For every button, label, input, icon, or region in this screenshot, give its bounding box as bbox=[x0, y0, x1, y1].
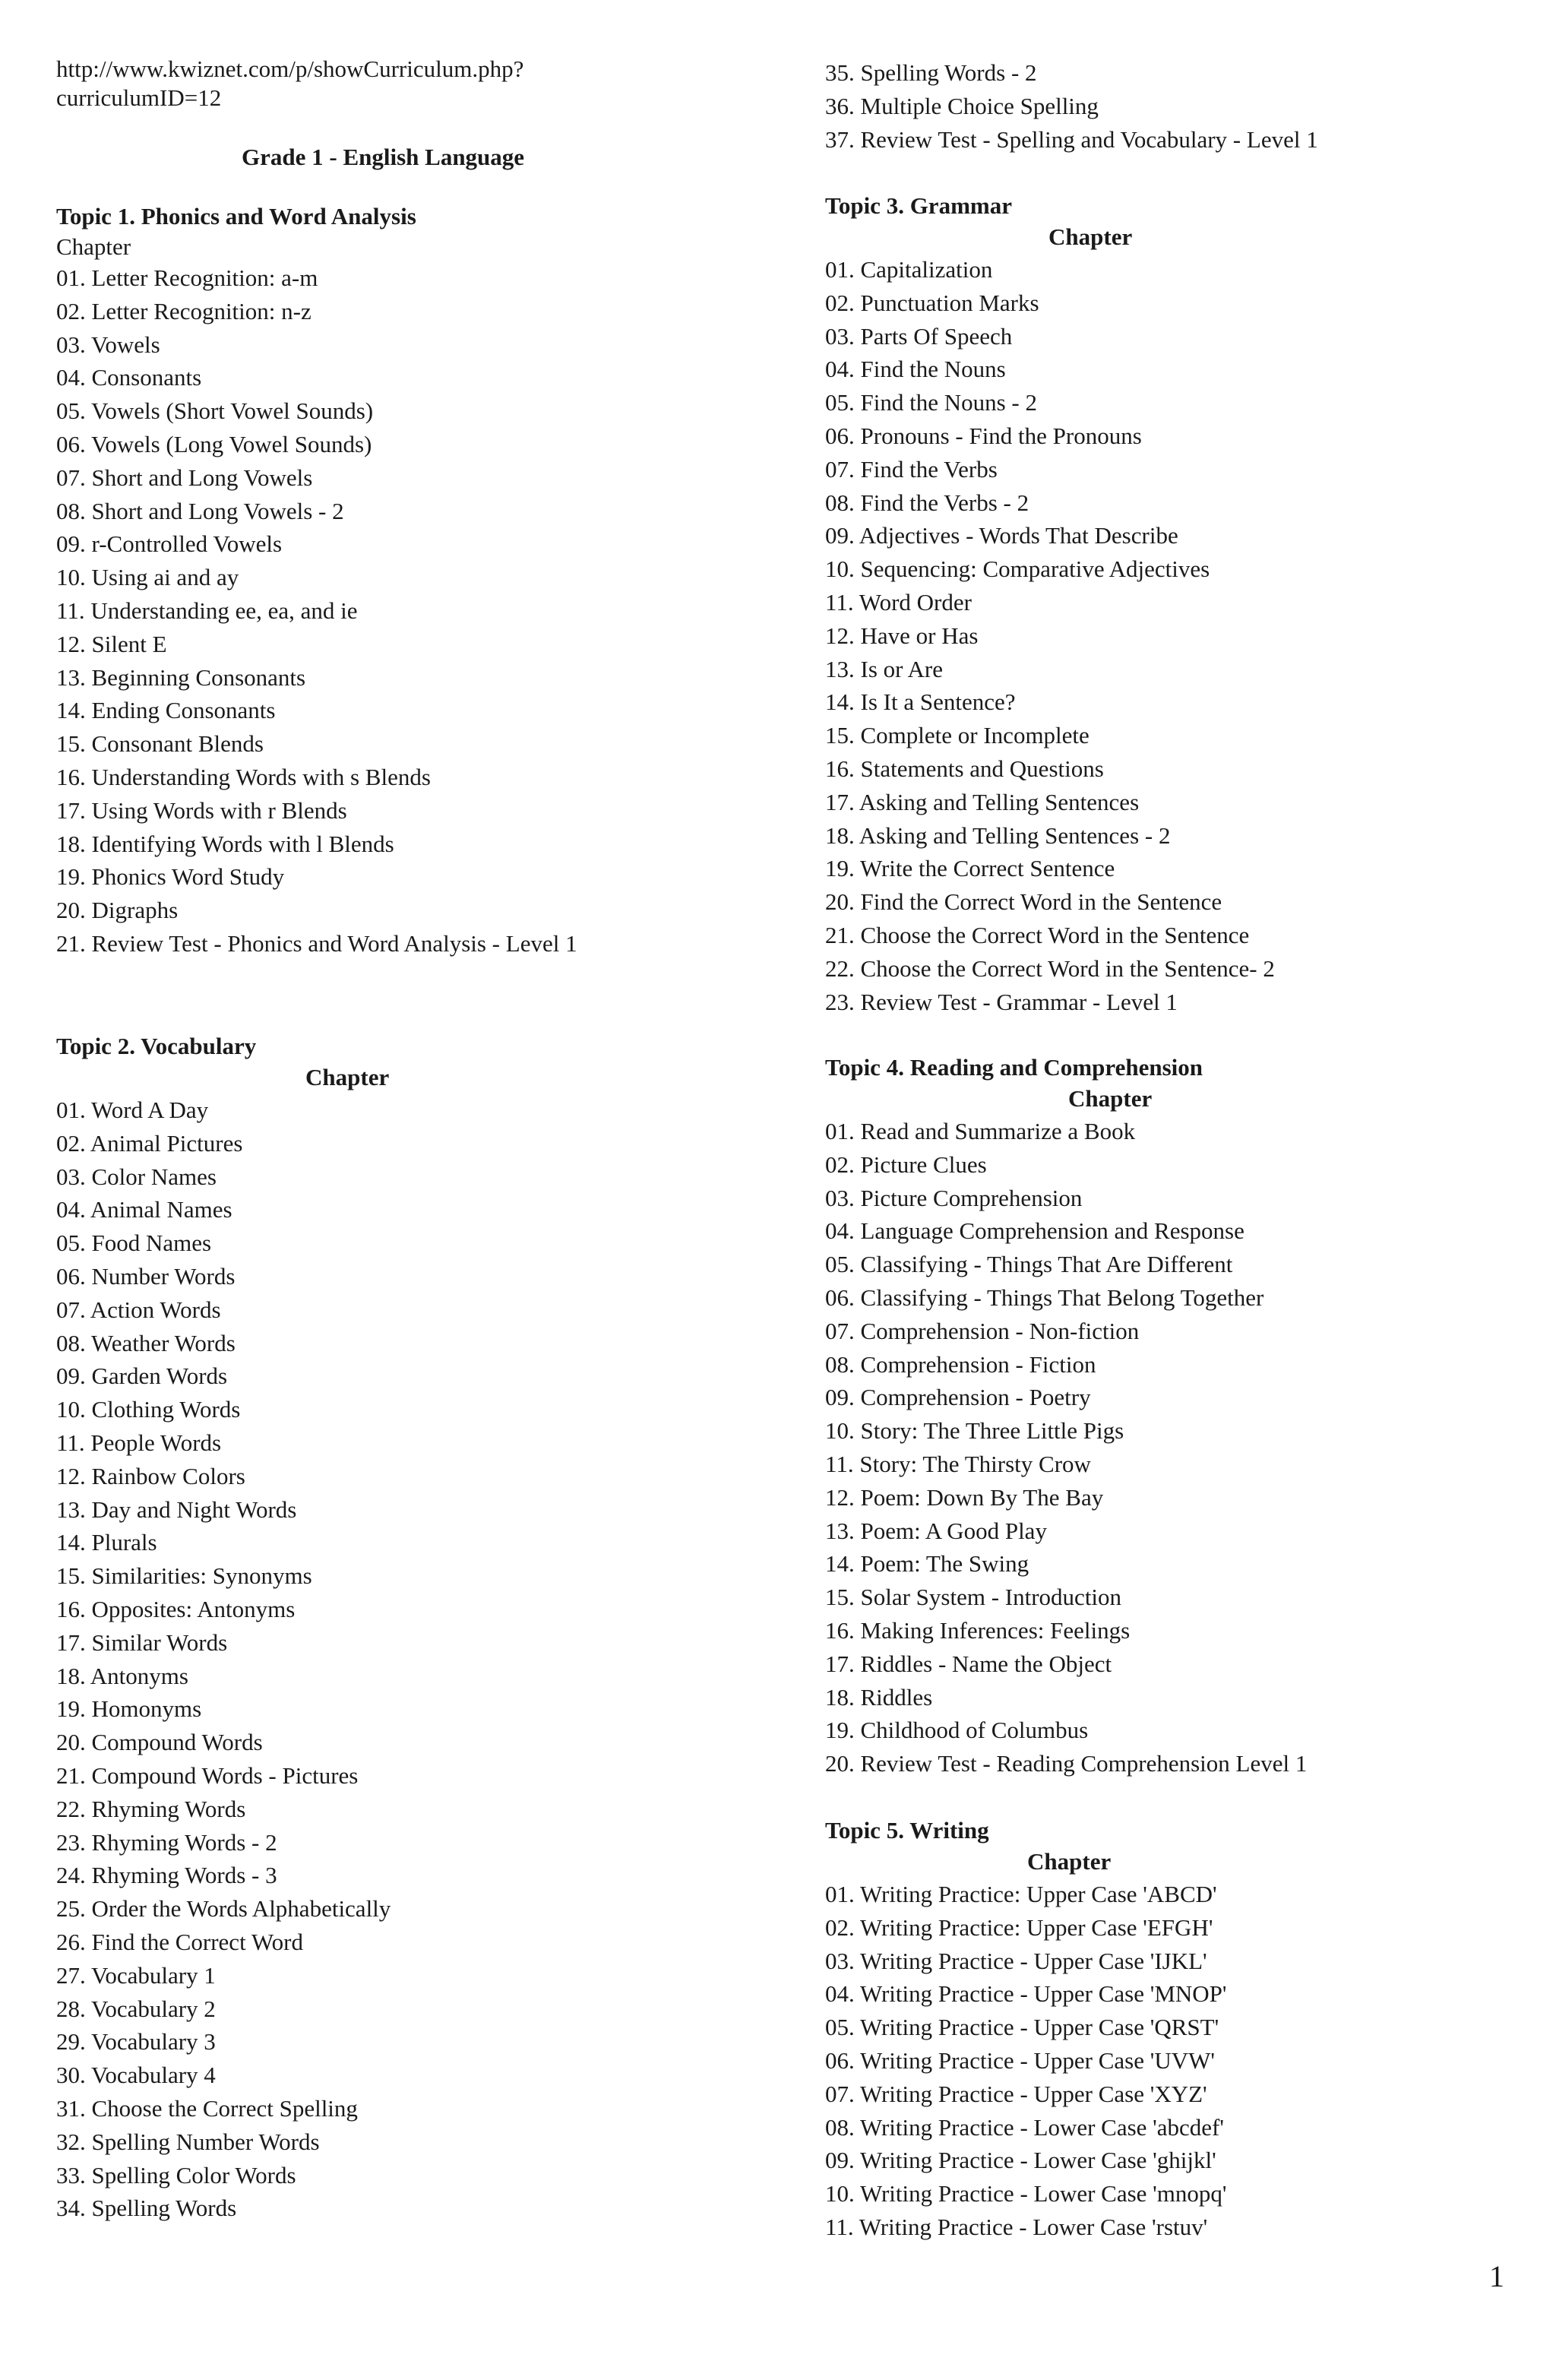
topic-2-chapter-list bbox=[56, 1093, 391, 2225]
chapter-item: 14. Poem: The Swing bbox=[825, 1550, 1029, 1578]
chapter-item: 13. Poem: A Good Play bbox=[825, 1517, 1047, 1544]
chapter-item: 18. Asking and Telling Sentences - 2 bbox=[825, 821, 1171, 849]
chapter-item: 18. Riddles bbox=[825, 1683, 933, 1711]
chapter-item: 12. Rainbow Colors bbox=[56, 1462, 245, 1489]
chapter-item: 06. Classifying - Things That Belong Together bbox=[825, 1283, 1264, 1311]
chapter-item: 04. Language Comprehension and Response bbox=[825, 1217, 1244, 1245]
chapter-item: 04. Animal Names bbox=[56, 1196, 232, 1223]
chapter-item: 16. Opposites: Antonyms bbox=[56, 1595, 296, 1622]
topic-5-chapter-list bbox=[825, 1878, 1227, 2244]
chapter-item: 29. Vocabulary 3 bbox=[56, 2028, 216, 2056]
chapter-item: 11. Writing Practice - Lower Case 'rstuv' bbox=[825, 2213, 1208, 2240]
chapter-item: 07. Writing Practice - Upper Case 'XYZ' bbox=[825, 2080, 1207, 2107]
chapter-item: 13. Beginning Consonants bbox=[56, 663, 306, 691]
chapter-item: 08. Find the Verbs - 2 bbox=[825, 489, 1029, 516]
chapter-item: 19. Childhood of Columbus bbox=[825, 1717, 1089, 1744]
chapter-item: 21. Choose the Correct Word in the Sentence bbox=[825, 921, 1250, 948]
chapter-item: 17. Riddles - Name the Object bbox=[825, 1650, 1112, 1677]
topic-2-heading: Topic 2. Vocabulary bbox=[56, 1033, 257, 1059]
chapter-item: 10. Using ai and ay bbox=[56, 564, 239, 591]
chapter-item: 23. Rhyming Words - 2 bbox=[56, 1828, 277, 1856]
chapter-item: 01. Capitalization bbox=[825, 256, 993, 283]
chapter-item: 30. Vocabulary 4 bbox=[56, 2062, 216, 2089]
chapter-item: 14. Ending Consonants bbox=[56, 697, 276, 724]
chapter-item: 05. Classifying - Things That Are Different bbox=[825, 1251, 1233, 1278]
chapter-item: 09. Comprehension - Poetry bbox=[825, 1384, 1091, 1411]
chapter-item: 13. Is or Are bbox=[825, 655, 943, 682]
topic-3-chapter-label: Chapter bbox=[1048, 223, 1133, 250]
chapter-item: 20. Compound Words bbox=[56, 1729, 263, 1756]
chapter-item: 22. Rhyming Words bbox=[56, 1795, 246, 1822]
topic-2-chapter-label: Chapter bbox=[305, 1064, 390, 1090]
chapter-item: 07. Comprehension - Non-fiction bbox=[825, 1317, 1140, 1344]
chapter-item: 06. Writing Practice - Upper Case 'UVW' bbox=[825, 2046, 1215, 2074]
chapter-item: 10. Story: The Three Little Pigs bbox=[825, 1417, 1124, 1445]
chapter-item: 01. Read and Summarize a Book bbox=[825, 1118, 1136, 1144]
chapter-item: 06. Number Words bbox=[56, 1262, 236, 1290]
chapter-item: 08. Writing Practice - Lower Case 'abcdef' bbox=[825, 2113, 1224, 2141]
chapter-item: 15. Solar System - Introduction bbox=[825, 1584, 1122, 1611]
chapter-item: 08. Weather Words bbox=[56, 1329, 236, 1356]
chapter-item: 19. Homonyms bbox=[56, 1695, 202, 1723]
chapter-item: 18. Identifying Words with l Blends bbox=[56, 830, 394, 857]
document-title: Grade 1 - English Language bbox=[242, 144, 525, 170]
chapter-item: 03. Vowels bbox=[56, 331, 160, 358]
chapter-item: 03. Parts Of Speech bbox=[825, 322, 1013, 350]
chapter-item: 04. Consonants bbox=[56, 364, 202, 391]
chapter-item: 02. Letter Recognition: n-z bbox=[56, 297, 312, 324]
chapter-item: 07. Short and Long Vowels bbox=[56, 464, 313, 491]
chapter-item: 19. Write the Correct Sentence bbox=[825, 855, 1115, 882]
page-number: 1 bbox=[1489, 2259, 1504, 2293]
chapter-item: 10. Sequencing: Comparative Adjectives bbox=[825, 555, 1210, 583]
chapter-item: 20. Find the Correct Word in the Sentence bbox=[825, 888, 1222, 916]
chapter-item: 20. Digraphs bbox=[56, 897, 179, 924]
chapter-item: 07. Find the Verbs bbox=[825, 455, 998, 483]
topic-1-heading: Topic 1. Phonics and Word Analysis bbox=[56, 203, 416, 229]
chapter-item: 20. Review Test - Reading Comprehension Level 1 bbox=[825, 1750, 1308, 1777]
topic-2-chapter-list-continued bbox=[825, 56, 1318, 156]
chapter-item: 12. Have or Has bbox=[825, 622, 979, 649]
chapter-item: 04. Writing Practice - Upper Case 'MNOP' bbox=[825, 1980, 1227, 2008]
topic-3-heading: Topic 3. Grammar bbox=[825, 192, 1012, 219]
chapter-item: 09. r-Controlled Vowels bbox=[56, 530, 283, 558]
topic-1-chapter-label: Chapter bbox=[56, 233, 131, 260]
chapter-item: 10. Clothing Words bbox=[56, 1396, 241, 1423]
chapter-item: 18. Antonyms bbox=[56, 1662, 188, 1689]
chapter-item: 16. Understanding Words with s Blends bbox=[56, 763, 431, 790]
chapter-item: 04. Find the Nouns bbox=[825, 356, 1006, 383]
chapter-item: 28. Vocabulary 2 bbox=[56, 1995, 216, 2022]
chapter-item: 03. Writing Practice - Upper Case 'IJKL' bbox=[825, 1947, 1207, 1974]
topic-4-chapter-label: Chapter bbox=[1068, 1085, 1153, 1112]
chapter-item: 23. Review Test - Grammar - Level 1 bbox=[825, 988, 1178, 1015]
chapter-item: 15. Complete or Incomplete bbox=[825, 722, 1090, 749]
chapter-item: 11. People Words bbox=[56, 1429, 222, 1456]
chapter-item: 25. Order the Words Alphabetically bbox=[56, 1895, 391, 1923]
chapter-item: 02. Writing Practice: Upper Case 'EFGH' bbox=[825, 1913, 1213, 1941]
source-url-line-2: curriculumID=12 bbox=[56, 84, 222, 111]
chapter-item: 31. Choose the Correct Spelling bbox=[56, 2094, 358, 2122]
chapter-item: 37. Review Test - Spelling and Vocabulary - Level 1 bbox=[825, 125, 1318, 153]
chapter-item: 01. Word A Day bbox=[56, 1097, 209, 1123]
source-url-line-1: http://www.kwiznet.com/p/showCurriculum.php? bbox=[56, 55, 524, 82]
chapter-item: 02. Animal Pictures bbox=[56, 1129, 243, 1157]
topic-1-chapter-list bbox=[56, 261, 577, 961]
chapter-item: 13. Day and Night Words bbox=[56, 1495, 297, 1523]
chapter-item: 17. Using Words with r Blends bbox=[56, 796, 347, 824]
chapter-item: 21. Review Test - Phonics and Word Analysis - Level 1 bbox=[56, 929, 577, 957]
chapter-item: 32. Spelling Number Words bbox=[56, 2128, 320, 2155]
chapter-item: 33. Spelling Color Words bbox=[56, 2161, 296, 2189]
topic-3-chapter-list bbox=[825, 253, 1275, 1018]
chapter-item: 11. Story: The Thirsty Crow bbox=[825, 1450, 1091, 1477]
chapter-item: 16. Statements and Questions bbox=[825, 755, 1104, 782]
chapter-item: 27. Vocabulary 1 bbox=[56, 1961, 216, 1989]
chapter-item: 16. Making Inferences: Feelings bbox=[825, 1616, 1131, 1644]
chapter-item: 05. Food Names bbox=[56, 1230, 212, 1257]
chapter-item: 09. Adjectives - Words That Describe bbox=[825, 522, 1178, 549]
chapter-item: 01. Writing Practice: Upper Case 'ABCD' bbox=[825, 1881, 1217, 1907]
topic-5-heading: Topic 5. Writing bbox=[825, 1817, 989, 1844]
chapter-item: 06. Vowels (Long Vowel Sounds) bbox=[56, 430, 372, 457]
chapter-item: 02. Picture Clues bbox=[825, 1150, 987, 1178]
chapter-item: 26. Find the Correct Word bbox=[56, 1928, 303, 1955]
chapter-item: 12. Silent E bbox=[56, 630, 167, 657]
chapter-item: 09. Garden Words bbox=[56, 1362, 228, 1390]
chapter-item: 03. Picture Comprehension bbox=[825, 1184, 1083, 1211]
topic-5-chapter-label: Chapter bbox=[1027, 1848, 1112, 1875]
chapter-item: 35. Spelling Words - 2 bbox=[825, 59, 1037, 86]
chapter-item: 22. Choose the Correct Word in the Sentence- 2 bbox=[825, 954, 1275, 982]
chapter-item: 15. Similarities: Synonyms bbox=[56, 1562, 312, 1590]
chapter-item: 19. Phonics Word Study bbox=[56, 863, 285, 891]
chapter-item: 05. Find the Nouns - 2 bbox=[825, 389, 1037, 416]
chapter-item: 01. Letter Recognition: a-m bbox=[56, 264, 318, 291]
topic-4-chapter-list bbox=[825, 1115, 1307, 1780]
chapter-item: 24. Rhyming Words - 3 bbox=[56, 1862, 277, 1889]
chapter-item: 36. Multiple Choice Spelling bbox=[825, 92, 1099, 119]
chapter-item: 10. Writing Practice - Lower Case 'mnopq' bbox=[825, 2180, 1227, 2208]
source-url bbox=[56, 55, 523, 112]
chapter-item: 12. Poem: Down By The Bay bbox=[825, 1483, 1104, 1511]
chapter-item: 21. Compound Words - Pictures bbox=[56, 1761, 359, 1789]
chapter-item: 11. Word Order bbox=[825, 588, 972, 616]
chapter-item: 14. Is It a Sentence? bbox=[825, 688, 1016, 716]
chapter-item: 09. Writing Practice - Lower Case 'ghijkl' bbox=[825, 2147, 1216, 2174]
chapter-item: 07. Action Words bbox=[56, 1296, 221, 1323]
topic-4-heading: Topic 4. Reading and Comprehension bbox=[825, 1054, 1203, 1081]
chapter-item: 05. Writing Practice - Upper Case 'QRST' bbox=[825, 2014, 1219, 2041]
chapter-item: 15. Consonant Blends bbox=[56, 730, 264, 758]
chapter-item: 17. Asking and Telling Sentences bbox=[825, 788, 1140, 815]
chapter-item: 05. Vowels (Short Vowel Sounds) bbox=[56, 397, 374, 425]
chapter-item: 08. Short and Long Vowels - 2 bbox=[56, 497, 344, 524]
chapter-item: 03. Color Names bbox=[56, 1163, 217, 1190]
chapter-item: 34. Spelling Words bbox=[56, 2195, 237, 2222]
chapter-item: 17. Similar Words bbox=[56, 1628, 228, 1656]
chapter-item: 08. Comprehension - Fiction bbox=[825, 1350, 1096, 1378]
chapter-item: 06. Pronouns - Find the Pronouns bbox=[825, 422, 1142, 449]
chapter-item: 14. Plurals bbox=[56, 1529, 157, 1556]
chapter-item: 02. Punctuation Marks bbox=[825, 289, 1039, 316]
chapter-item: 11. Understanding ee, ea, and ie bbox=[56, 597, 358, 624]
